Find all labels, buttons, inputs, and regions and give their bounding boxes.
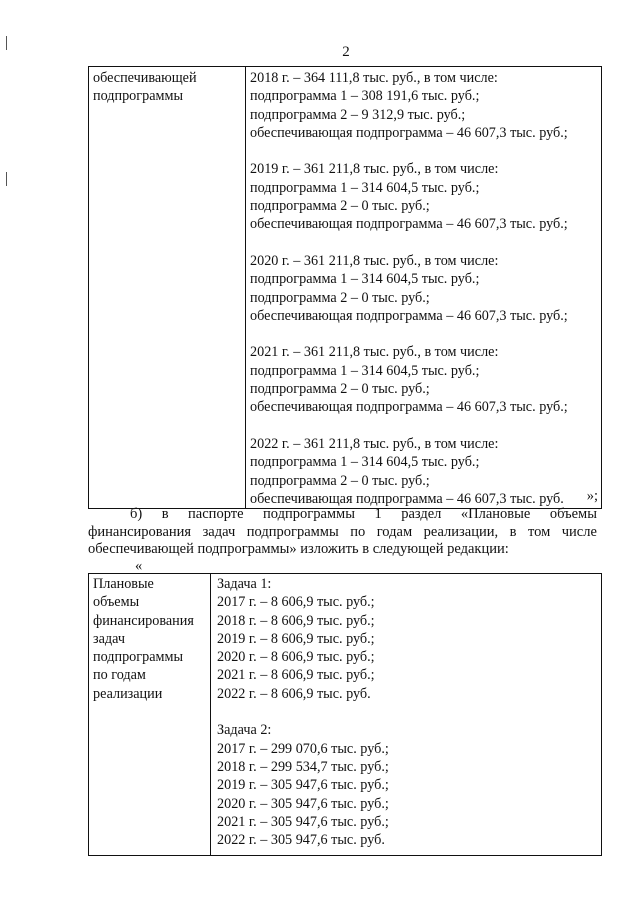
paragraph-line-2 [88,524,597,542]
table2-left-line: Плановые [93,576,154,592]
block-2019-line: обеспечивающая подпрограмма – 46 607,3 тыс. руб.; [250,216,568,233]
task-funding-table [88,573,602,856]
task-1-line: 2018 г. – 8 606,9 тыс. руб.; [217,612,375,629]
block-2021-line: подпрограмма 1 – 314 604,5 тыс. руб.; [250,362,480,379]
task-2-line: 2021 г. – 305 947,6 тыс. руб.; [217,813,389,830]
task-2-title: Задача 2: [217,722,272,739]
paragraph-word: подпрограммы [263,506,355,522]
block-2018-line: обеспечивающая подпрограмма – 46 607,3 тыс. руб.; [250,124,568,141]
paragraph-line-1 [88,506,597,524]
paragraph-word: объемы [549,506,597,522]
task-1-line: 2021 г. – 8 606,9 тыс. руб.; [217,667,375,684]
task-1-line: 2017 г. – 8 606,9 тыс. руб.; [217,594,375,611]
task-2-line: 2019 г. – 305 947,6 тыс. руб.; [217,777,389,794]
table1-left-line: подпрограммы [93,88,183,105]
amendment-paragraph [88,506,597,559]
block-2021-line: подпрограмма 2 – 0 тыс. руб.; [250,381,430,398]
block-2019-line: подпрограмма 1 – 314 604,5 тыс. руб.; [250,179,480,196]
table2-right-cell [211,574,602,856]
block-2018-line: 2018 г. – 364 111,8 тыс. руб., в том числе: [250,70,498,86]
left-margin-mark-bottom [6,172,7,186]
closing-quote: »; [586,488,598,504]
paragraph-word: задач [202,523,236,540]
table2-left-line: по годам [93,667,146,684]
paragraph-word: б) [130,506,143,522]
paragraph-word: в [161,506,169,522]
block-2022-line: обеспечивающая подпрограмма – 46 607,3 тыс. руб. [250,490,564,507]
paragraph-word: 1 [374,506,382,522]
table2-left-cell [89,574,211,856]
table1-right-cell [246,67,602,509]
paragraph-word: по [350,523,366,540]
funding-table-continued [88,66,602,509]
block-2022-line: подпрограмма 2 – 0 тыс. руб.; [250,472,430,489]
table1-left-line: обеспечивающей [93,70,197,86]
table2-left-line: объемы [93,594,140,611]
opening-quote: « [135,558,143,574]
table2-left-line: задач [93,630,125,647]
table2-left-line: реализации [93,685,163,702]
block-2021-line: 2021 г. – 361 211,8 тыс. руб., в том числе: [250,344,499,361]
table2-left-line: финансирования [93,612,194,629]
paragraph-word: паспорте [188,506,244,522]
task-2-line: 2017 г. – 299 070,6 тыс. руб.; [217,740,389,757]
block-2020-line: подпрограмма 2 – 0 тыс. руб.; [250,289,430,306]
paragraph-word: в [509,523,517,540]
paragraph-word: числе [561,523,597,540]
task-2-line: 2020 г. – 305 947,6 тыс. руб.; [217,795,389,812]
task-2-line: 2022 г. – 305 947,6 тыс. руб. [217,832,385,849]
paragraph-word: финансирования [88,523,192,540]
table2-left-line: подпрограммы [93,649,183,666]
paragraph-word: раздел [401,506,442,522]
task-1-line: 2019 г. – 8 606,9 тыс. руб.; [217,630,375,647]
block-2020-line: 2020 г. – 361 211,8 тыс. руб., в том числе: [250,252,499,269]
paragraph-word: «Плановые [460,506,531,522]
block-2018-line: подпрограмма 2 – 9 312,9 тыс. руб.; [250,106,466,123]
task-1-title: Задача 1: [217,576,272,592]
task-1-line: 2022 г. – 8 606,9 тыс. руб. [217,685,371,702]
table1-left-cell [89,67,246,509]
task-2-line: 2018 г. – 299 534,7 тыс. руб.; [217,758,389,775]
block-2022-line: подпрограмма 1 – 314 604,5 тыс. руб.; [250,454,480,471]
paragraph-line-3: обеспечивающей подпрограммы» изложить в следующей редакции: [88,541,509,558]
block-2019-line: подпрограмма 2 – 0 тыс. руб.; [250,198,430,215]
block-2022-line: 2022 г. – 361 211,8 тыс. руб., в том числе: [250,435,499,452]
block-2020-line: подпрограмма 1 – 314 604,5 тыс. руб.; [250,271,480,288]
paragraph-word: годам [376,523,413,540]
block-2018-line: подпрограмма 1 – 308 191,6 тыс. руб.; [250,88,480,105]
page-number: 2 [342,44,350,60]
paragraph-word: том [527,523,551,540]
block-2019-line: 2019 г. – 361 211,8 тыс. руб., в том числе: [250,161,499,178]
block-2021-line: обеспечивающая подпрограмма – 46 607,3 тыс. руб.; [250,399,568,416]
block-2020-line: обеспечивающая подпрограмма – 46 607,3 тыс. руб.; [250,307,568,324]
paragraph-word: подпрограммы [246,523,339,540]
paragraph-word: реализации, [423,523,499,540]
task-1-line: 2020 г. – 8 606,9 тыс. руб.; [217,649,375,666]
